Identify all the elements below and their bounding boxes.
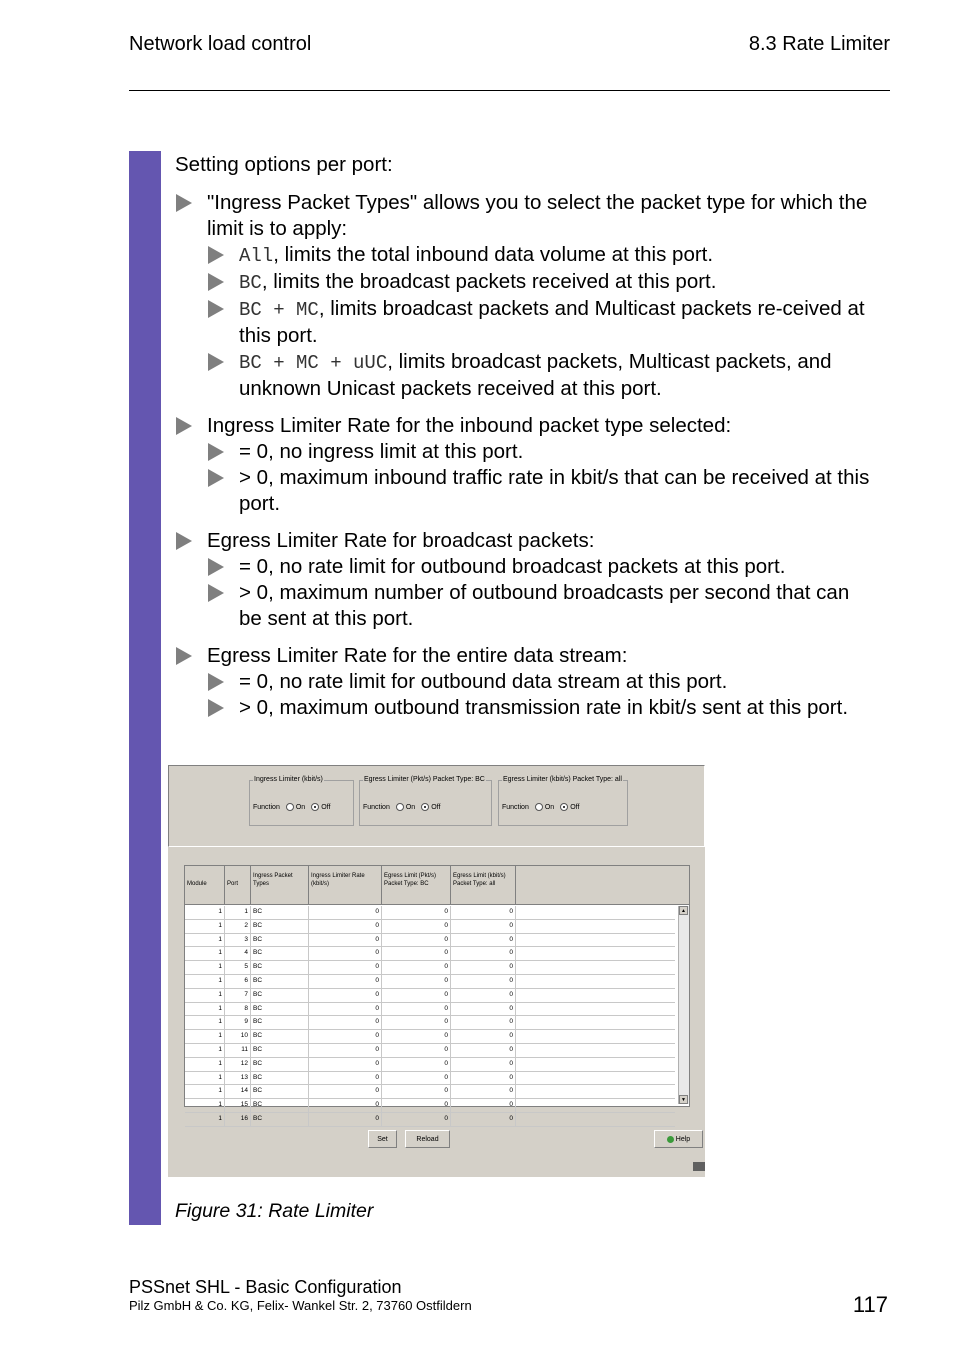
function-label: Function bbox=[502, 803, 529, 811]
table-cell[interactable]: 0 bbox=[451, 906, 516, 919]
off-label: Off bbox=[321, 803, 331, 811]
table-cell[interactable]: BC bbox=[251, 1016, 309, 1029]
table-cell: 15 bbox=[225, 1099, 251, 1112]
table-row[interactable] bbox=[185, 1113, 675, 1127]
table-cell[interactable]: BC bbox=[251, 975, 309, 988]
table-row[interactable] bbox=[185, 934, 675, 948]
table-cell[interactable]: 0 bbox=[382, 906, 451, 919]
on-label: On bbox=[405, 803, 416, 811]
table-row[interactable] bbox=[185, 920, 675, 934]
table-cell[interactable]: 0 bbox=[451, 975, 516, 988]
footer-title: PSSnet SHL - Basic Configuration bbox=[129, 1277, 402, 1297]
help-label: Help bbox=[675, 1136, 691, 1143]
on-radio[interactable] bbox=[396, 803, 404, 811]
table-cell: 1 bbox=[185, 906, 225, 919]
sub-list-item bbox=[207, 439, 875, 465]
table-cell: 1 bbox=[225, 906, 251, 919]
table-row[interactable] bbox=[185, 961, 675, 975]
column-header[interactable]: Ingress Packet Types bbox=[251, 866, 309, 904]
table-cell[interactable]: 0 bbox=[382, 1044, 451, 1057]
scroll-down-icon[interactable]: ▼ bbox=[679, 1095, 688, 1104]
table-cell[interactable]: 0 bbox=[451, 1016, 516, 1029]
packet-type-code: BC bbox=[239, 272, 262, 294]
column-header[interactable]: Module bbox=[185, 866, 225, 904]
limiter-group bbox=[498, 776, 628, 826]
table-cell[interactable]: BC bbox=[251, 1085, 309, 1098]
sub-list-item bbox=[207, 554, 875, 580]
table-cell: 13 bbox=[225, 1072, 251, 1085]
column-header[interactable]: Egress Limit (kbit/s) Packet Type: all bbox=[451, 866, 516, 904]
table-cell: 1 bbox=[185, 920, 225, 933]
table-cell[interactable]: 0 bbox=[451, 1058, 516, 1071]
on-radio[interactable] bbox=[286, 803, 294, 811]
bullet-arrow-icon bbox=[208, 469, 224, 487]
table-cell: 1 bbox=[185, 934, 225, 947]
bullet-arrow-icon bbox=[208, 699, 224, 717]
running-header-chapter: Network load control bbox=[129, 33, 312, 55]
table-cell[interactable]: 0 bbox=[309, 920, 382, 933]
sub-list-item-text: , limits broadcast packets, Multicast packets, and unknown Unicast packets received at this port. bbox=[239, 350, 832, 400]
table-cell: 10 bbox=[225, 1030, 251, 1043]
table-cell: 7 bbox=[225, 989, 251, 1002]
table-cell[interactable]: 0 bbox=[451, 1044, 516, 1057]
option-list bbox=[175, 190, 875, 721]
table-cell: 16 bbox=[225, 1113, 251, 1126]
function-panel bbox=[168, 765, 705, 847]
bullet-arrow-icon bbox=[176, 647, 192, 665]
table-cell: 1 bbox=[185, 1072, 225, 1085]
sub-list-item bbox=[207, 349, 875, 402]
vertical-scrollbar[interactable] bbox=[678, 906, 689, 1104]
table-cell[interactable]: BC bbox=[251, 947, 309, 960]
header-rule bbox=[129, 90, 890, 91]
table-cell[interactable]: 0 bbox=[309, 934, 382, 947]
table-cell[interactable]: BC bbox=[251, 1072, 309, 1085]
sub-list-item bbox=[207, 695, 875, 721]
bullet-arrow-icon bbox=[208, 353, 224, 371]
column-header[interactable]: Ingress Limiter Rate (kbit/s) bbox=[309, 866, 382, 904]
table-cell: 9 bbox=[225, 1016, 251, 1029]
table-cell[interactable]: 0 bbox=[309, 1058, 382, 1071]
function-row bbox=[363, 803, 440, 811]
bullet-arrow-icon bbox=[208, 246, 224, 264]
reload-button[interactable]: Reload bbox=[405, 1130, 450, 1148]
table-body bbox=[185, 906, 675, 1122]
table-cell[interactable]: 0 bbox=[451, 1099, 516, 1112]
column-header[interactable]: Port bbox=[225, 866, 251, 904]
table-row[interactable] bbox=[185, 1085, 675, 1099]
table-cell[interactable]: BC bbox=[251, 961, 309, 974]
packet-type-code: BC + MC bbox=[239, 299, 319, 321]
sub-list-item bbox=[207, 669, 875, 695]
port-table bbox=[184, 865, 690, 1122]
sub-list-item-text: , limits broadcast packets and Multicast packets re-ceived at this port. bbox=[239, 297, 865, 347]
function-row bbox=[253, 803, 330, 811]
table-row[interactable] bbox=[185, 989, 675, 1003]
packet-type-code: All bbox=[239, 245, 274, 267]
table-cell[interactable]: 0 bbox=[309, 1099, 382, 1112]
function-label: Function bbox=[363, 803, 390, 811]
rate-limiter-screenshot bbox=[168, 765, 705, 1177]
table-cell[interactable]: 0 bbox=[382, 947, 451, 960]
bullet-arrow-icon bbox=[176, 532, 192, 550]
table-cell: 1 bbox=[185, 1099, 225, 1112]
table-header bbox=[185, 866, 689, 905]
sub-list-item-text: = 0, no ingress limit at this port. bbox=[239, 440, 524, 463]
table-cell: 1 bbox=[185, 1016, 225, 1029]
intro-text: Setting options per port: bbox=[175, 153, 393, 176]
table-cell[interactable]: 0 bbox=[451, 1003, 516, 1016]
sub-list-item bbox=[207, 269, 875, 296]
table-cell[interactable]: 0 bbox=[382, 1072, 451, 1085]
table-row[interactable] bbox=[185, 906, 675, 920]
bullet-arrow-icon bbox=[208, 673, 224, 691]
sub-list-item bbox=[207, 465, 875, 517]
sub-list-item-text: , limits the broadcast packets received at this port. bbox=[261, 270, 717, 293]
table-cell: 1 bbox=[185, 961, 225, 974]
list-item bbox=[175, 190, 875, 402]
sub-list-item bbox=[207, 580, 875, 632]
table-cell[interactable]: 0 bbox=[382, 1085, 451, 1098]
table-cell: 8 bbox=[225, 1003, 251, 1016]
table-cell: 2 bbox=[225, 920, 251, 933]
table-cell[interactable]: BC bbox=[251, 1058, 309, 1071]
table-cell[interactable]: 0 bbox=[309, 1113, 382, 1126]
margin-bar bbox=[129, 151, 161, 1225]
table-cell[interactable]: 0 bbox=[451, 947, 516, 960]
table-cell[interactable]: 0 bbox=[451, 1085, 516, 1098]
table-cell[interactable]: 0 bbox=[382, 1058, 451, 1071]
table-cell[interactable]: 0 bbox=[309, 1030, 382, 1043]
table-row[interactable] bbox=[185, 947, 675, 961]
table-cell[interactable]: BC bbox=[251, 934, 309, 947]
table-cell[interactable]: 0 bbox=[451, 1072, 516, 1085]
table-cell: 14 bbox=[225, 1085, 251, 1098]
table-row[interactable] bbox=[185, 1099, 675, 1113]
set-button[interactable]: Set bbox=[368, 1130, 397, 1148]
table-row[interactable] bbox=[185, 975, 675, 989]
list-item-text: Egress Limiter Rate for broadcast packets: bbox=[207, 529, 595, 552]
table-cell[interactable]: BC bbox=[251, 906, 309, 919]
table-cell: 12 bbox=[225, 1058, 251, 1071]
group-legend: Egress Limiter (kbit/s) Packet Type: all bbox=[503, 776, 622, 783]
bullet-arrow-icon bbox=[208, 273, 224, 291]
bullet-arrow-icon bbox=[208, 300, 224, 318]
table-row[interactable] bbox=[185, 1058, 675, 1072]
table-cell[interactable]: 0 bbox=[309, 1003, 382, 1016]
list-item bbox=[175, 643, 875, 721]
bullet-arrow-icon bbox=[176, 417, 192, 435]
off-label: Off bbox=[431, 803, 441, 811]
table-cell[interactable]: BC bbox=[251, 1113, 309, 1126]
scroll-up-icon[interactable]: ▲ bbox=[679, 906, 688, 915]
table-cell[interactable]: 0 bbox=[309, 1044, 382, 1057]
table-cell[interactable]: BC bbox=[251, 920, 309, 933]
table-cell[interactable]: 0 bbox=[382, 1016, 451, 1029]
table-cell: 1 bbox=[185, 1085, 225, 1098]
off-radio[interactable] bbox=[311, 803, 319, 811]
sub-list-item bbox=[207, 296, 875, 349]
table-cell: 1 bbox=[185, 1058, 225, 1071]
table-cell: 1 bbox=[185, 1030, 225, 1043]
table-cell: 1 bbox=[185, 1003, 225, 1016]
page-number: 117 bbox=[852, 1292, 888, 1317]
table-cell[interactable]: 0 bbox=[309, 906, 382, 919]
sub-list-item-text: , limits the total inbound data volume at this port. bbox=[273, 243, 714, 266]
table-row[interactable] bbox=[185, 1030, 675, 1044]
table-cell: 3 bbox=[225, 934, 251, 947]
function-row bbox=[502, 803, 579, 811]
footer-address: Pilz GmbH & Co. KG, Felix- Wankel Str. 2, 73760 Ostfildern bbox=[129, 1298, 472, 1313]
group-legend: Ingress Limiter (kbit/s) bbox=[254, 776, 323, 783]
sub-list-item-text: = 0, no rate limit for outbound broadcast packets at this port. bbox=[239, 555, 786, 578]
list-item-text: Ingress Limiter Rate for the inbound packet type selected: bbox=[207, 414, 732, 437]
table-row[interactable] bbox=[185, 1016, 675, 1030]
packet-type-code: BC + MC + uUC bbox=[239, 352, 388, 374]
on-radio[interactable] bbox=[535, 803, 543, 811]
column-header[interactable]: Egress Limit (Pkt/s) Packet Type: BC bbox=[382, 866, 451, 904]
table-cell[interactable]: 0 bbox=[451, 934, 516, 947]
figure-caption: Figure 31: Rate Limiter bbox=[175, 1200, 374, 1222]
running-header-section: 8.3 Rate Limiter bbox=[748, 33, 890, 55]
off-radio[interactable] bbox=[560, 803, 568, 811]
table-cell[interactable]: 0 bbox=[382, 975, 451, 988]
table-cell[interactable]: 0 bbox=[451, 1030, 516, 1043]
table-cell[interactable]: BC bbox=[251, 989, 309, 1002]
table-cell[interactable]: 0 bbox=[451, 961, 516, 974]
table-cell[interactable]: 0 bbox=[382, 1099, 451, 1112]
table-cell[interactable]: 0 bbox=[309, 947, 382, 960]
limiter-group bbox=[249, 776, 354, 826]
table-row[interactable] bbox=[185, 1044, 675, 1058]
table-cell: 1 bbox=[185, 1044, 225, 1057]
table-cell: 1 bbox=[185, 975, 225, 988]
sub-list-item-text: > 0, maximum inbound traffic rate in kbit/s that can be received at this port. bbox=[239, 466, 870, 515]
table-cell[interactable]: 0 bbox=[309, 989, 382, 1002]
table-cell[interactable]: 0 bbox=[309, 975, 382, 988]
table-cell[interactable]: 0 bbox=[382, 961, 451, 974]
sub-list-item-text: > 0, maximum number of outbound broadcasts per second that can be sent at this port. bbox=[239, 581, 850, 630]
table-cell[interactable]: 0 bbox=[309, 1016, 382, 1029]
table-cell: 5 bbox=[225, 961, 251, 974]
help-button[interactable] bbox=[654, 1130, 703, 1148]
table-cell[interactable]: 0 bbox=[451, 920, 516, 933]
table-cell: 4 bbox=[225, 947, 251, 960]
list-item bbox=[175, 528, 875, 632]
sub-list-item-text: = 0, no rate limit for outbound data stream at this port. bbox=[239, 670, 728, 693]
list-item-text: Egress Limiter Rate for the entire data stream: bbox=[207, 644, 628, 667]
group-legend: Egress Limiter (Pkt/s) Packet Type: BC bbox=[364, 776, 485, 783]
table-cell[interactable]: 0 bbox=[309, 1085, 382, 1098]
list-item bbox=[175, 413, 875, 517]
table-row[interactable] bbox=[185, 1072, 675, 1086]
help-icon bbox=[667, 1136, 674, 1143]
table-cell[interactable]: 0 bbox=[451, 1113, 516, 1126]
limiter-group bbox=[359, 776, 492, 826]
table-cell: 1 bbox=[185, 1113, 225, 1126]
bullet-arrow-icon bbox=[208, 443, 224, 461]
off-radio[interactable] bbox=[421, 803, 429, 811]
on-label: On bbox=[544, 803, 555, 811]
table-cell[interactable]: BC bbox=[251, 1003, 309, 1016]
bullet-arrow-icon bbox=[208, 558, 224, 576]
bullet-arrow-icon bbox=[176, 194, 192, 212]
table-cell: 11 bbox=[225, 1044, 251, 1057]
body-content bbox=[175, 152, 875, 732]
table-cell[interactable]: 0 bbox=[382, 920, 451, 933]
table-cell[interactable]: 0 bbox=[382, 989, 451, 1002]
list-item-text: "Ingress Packet Types" allows you to select the packet type for which the limit is to apply: bbox=[207, 191, 868, 240]
table-cell[interactable]: BC bbox=[251, 1099, 309, 1112]
table-cell: 6 bbox=[225, 975, 251, 988]
bullet-arrow-icon bbox=[208, 584, 224, 602]
table-cell[interactable]: 0 bbox=[382, 1003, 451, 1016]
off-label: Off bbox=[570, 803, 580, 811]
table-cell: 1 bbox=[185, 947, 225, 960]
table-cell[interactable]: BC bbox=[251, 1044, 309, 1057]
table-cell[interactable]: BC bbox=[251, 1030, 309, 1043]
sub-list-item bbox=[207, 242, 875, 269]
table-cell: 1 bbox=[185, 989, 225, 1002]
sub-list-item-text: > 0, maximum outbound transmission rate in kbit/s sent at this port. bbox=[239, 696, 849, 719]
table-cell[interactable]: 0 bbox=[451, 989, 516, 1002]
table-cell[interactable]: 0 bbox=[382, 1030, 451, 1043]
status-icon bbox=[693, 1162, 705, 1171]
function-label: Function bbox=[253, 803, 280, 811]
table-cell[interactable]: 0 bbox=[382, 1113, 451, 1126]
table-row[interactable] bbox=[185, 1003, 675, 1017]
table-cell[interactable]: 0 bbox=[309, 1072, 382, 1085]
on-label: On bbox=[295, 803, 306, 811]
table-cell[interactable]: 0 bbox=[382, 934, 451, 947]
table-cell[interactable]: 0 bbox=[309, 961, 382, 974]
